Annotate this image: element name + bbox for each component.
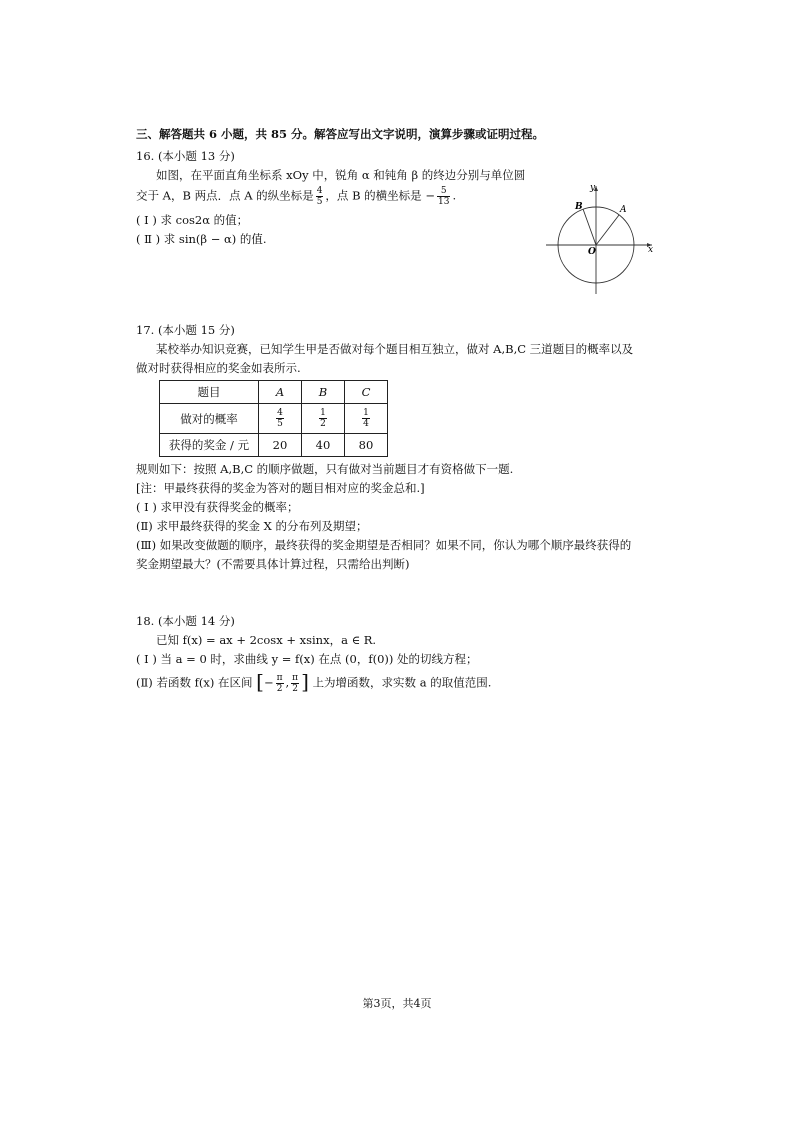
pi-half [291,673,299,694]
table-col-a: A [259,381,302,404]
q18-number: 18. (本小题 14 分) [136,614,235,628]
q17-note: [注：甲最终获得的奖金为答对的题目相对应的奖金总和.] [136,481,425,495]
table-row [160,381,388,404]
label-b: B [575,202,583,212]
denominator-two: 2 [292,684,298,694]
fraction-a [316,186,324,207]
label-y: y [590,183,596,193]
table-row-label: 做对的概率 [160,404,259,434]
minus-sign: − [263,675,274,690]
table-cell: 80 [345,434,388,457]
q17-part1: ( Ⅰ ) 求甲没有获得奖金的概率； [136,500,299,514]
fraction-b [437,186,450,207]
label-a: A [620,205,627,215]
q18-part2 [136,669,492,694]
interval-comma: , [285,675,290,690]
fraction-a-den: 5 [316,197,323,207]
table-col-b: B [302,381,345,404]
table-row [160,434,388,457]
label-o: O [588,247,596,257]
table-cell [345,404,388,434]
q16-line2c: . [452,188,457,203]
table-cell: 20 [259,434,302,457]
q16-line2 [136,186,456,207]
table-cell [302,404,345,434]
prob-a-den: 5 [277,419,283,429]
q17-intro1: 某校举办知识竞赛，已知学生甲是否做对每个题目相互独立，做对 A,B,C 三道题目的概率以及 [156,342,634,356]
table-col-c: C [345,381,388,404]
q17-part2: (Ⅱ) 求甲最终获得的奖金 X 的分布列及期望； [136,519,368,533]
prob-c-den: 4 [363,419,369,429]
q16-line2a: 交于 A，B 两点．点 A 的纵坐标是 [136,188,314,203]
table-cell [259,404,302,434]
q16-part1: ( Ⅰ ) 求 cos2α 的值； [136,213,249,227]
table-row-label: 获得的奖金 / 元 [160,434,259,457]
q16-line1: 如图，在平面直角坐标系 xOy 中，锐角 α 和钝角 β 的终边分别与单位圆 [156,168,526,182]
q18-part2b: 上为增函数，求实数 a 的取值范围. [312,675,492,690]
prob-a-num: 4 [277,408,283,418]
table-row [160,404,388,434]
fraction-b-den: 13 [437,197,450,207]
fraction-b-num: 5 [437,186,450,197]
section-heading: 三、解答题共 6 小题，共 85 分。解答应写出文字说明，演算步骤或证明过程。 [136,127,545,141]
denominator-two: 2 [276,684,283,694]
label-x: x [648,245,654,255]
fraction-a-num: 4 [316,186,323,196]
prob-b-num: 1 [320,408,326,418]
q18-part1: ( Ⅰ ) 当 a = 0 时，求曲线 y = f(x) 在点 (0，f(0)) 处的切线方程； [136,652,478,666]
q17-intro2: 做对时获得相应的奖金如表所示. [136,361,301,375]
neg-pi-half [276,673,284,694]
page-footer: 第3页，共4页 [362,997,432,1010]
probability-table [159,380,388,457]
pi-symbol: π [292,673,299,683]
unit-circle-figure [540,178,660,298]
prob-b-den: 2 [320,419,326,429]
q18-part2a: (Ⅱ) 若函数 f(x) 在区间 [136,675,253,690]
prob-c-num: 1 [363,408,369,418]
table-header-cell: 题目 [160,381,259,404]
q17-number: 17. (本小题 15 分) [136,323,235,337]
q16-line2b: ，点 B 的横坐标是 − [325,188,435,203]
q16-number: 16. (本小题 13 分) [136,149,235,163]
q17-rule: 规则如下：按照 A,B,C 的顺序做题，只有做对当前题目才有资格做下一题. [136,462,514,476]
left-bracket-icon: [ [256,669,264,694]
q17-part3a: (Ⅲ) 如果改变做题的顺序，最终获得的奖金期望是否相同？如果不同，你认为哪个顺序最终获得的 [136,538,632,552]
table-cell: 40 [302,434,345,457]
right-bracket-icon: ] [301,669,309,694]
pi-symbol: π [276,673,283,683]
ray-ob [583,209,596,245]
q18-given: 已知 f(x) = ax + 2cosx + xsinx，a ∈ R. [156,633,377,647]
q17-part3b: 奖金期望最大？(不需要具体计算过程，只需给出判断) [136,557,410,571]
q16-part2: ( Ⅱ ) 求 sin(β − α) 的值. [136,232,267,246]
ray-oa [596,215,619,245]
